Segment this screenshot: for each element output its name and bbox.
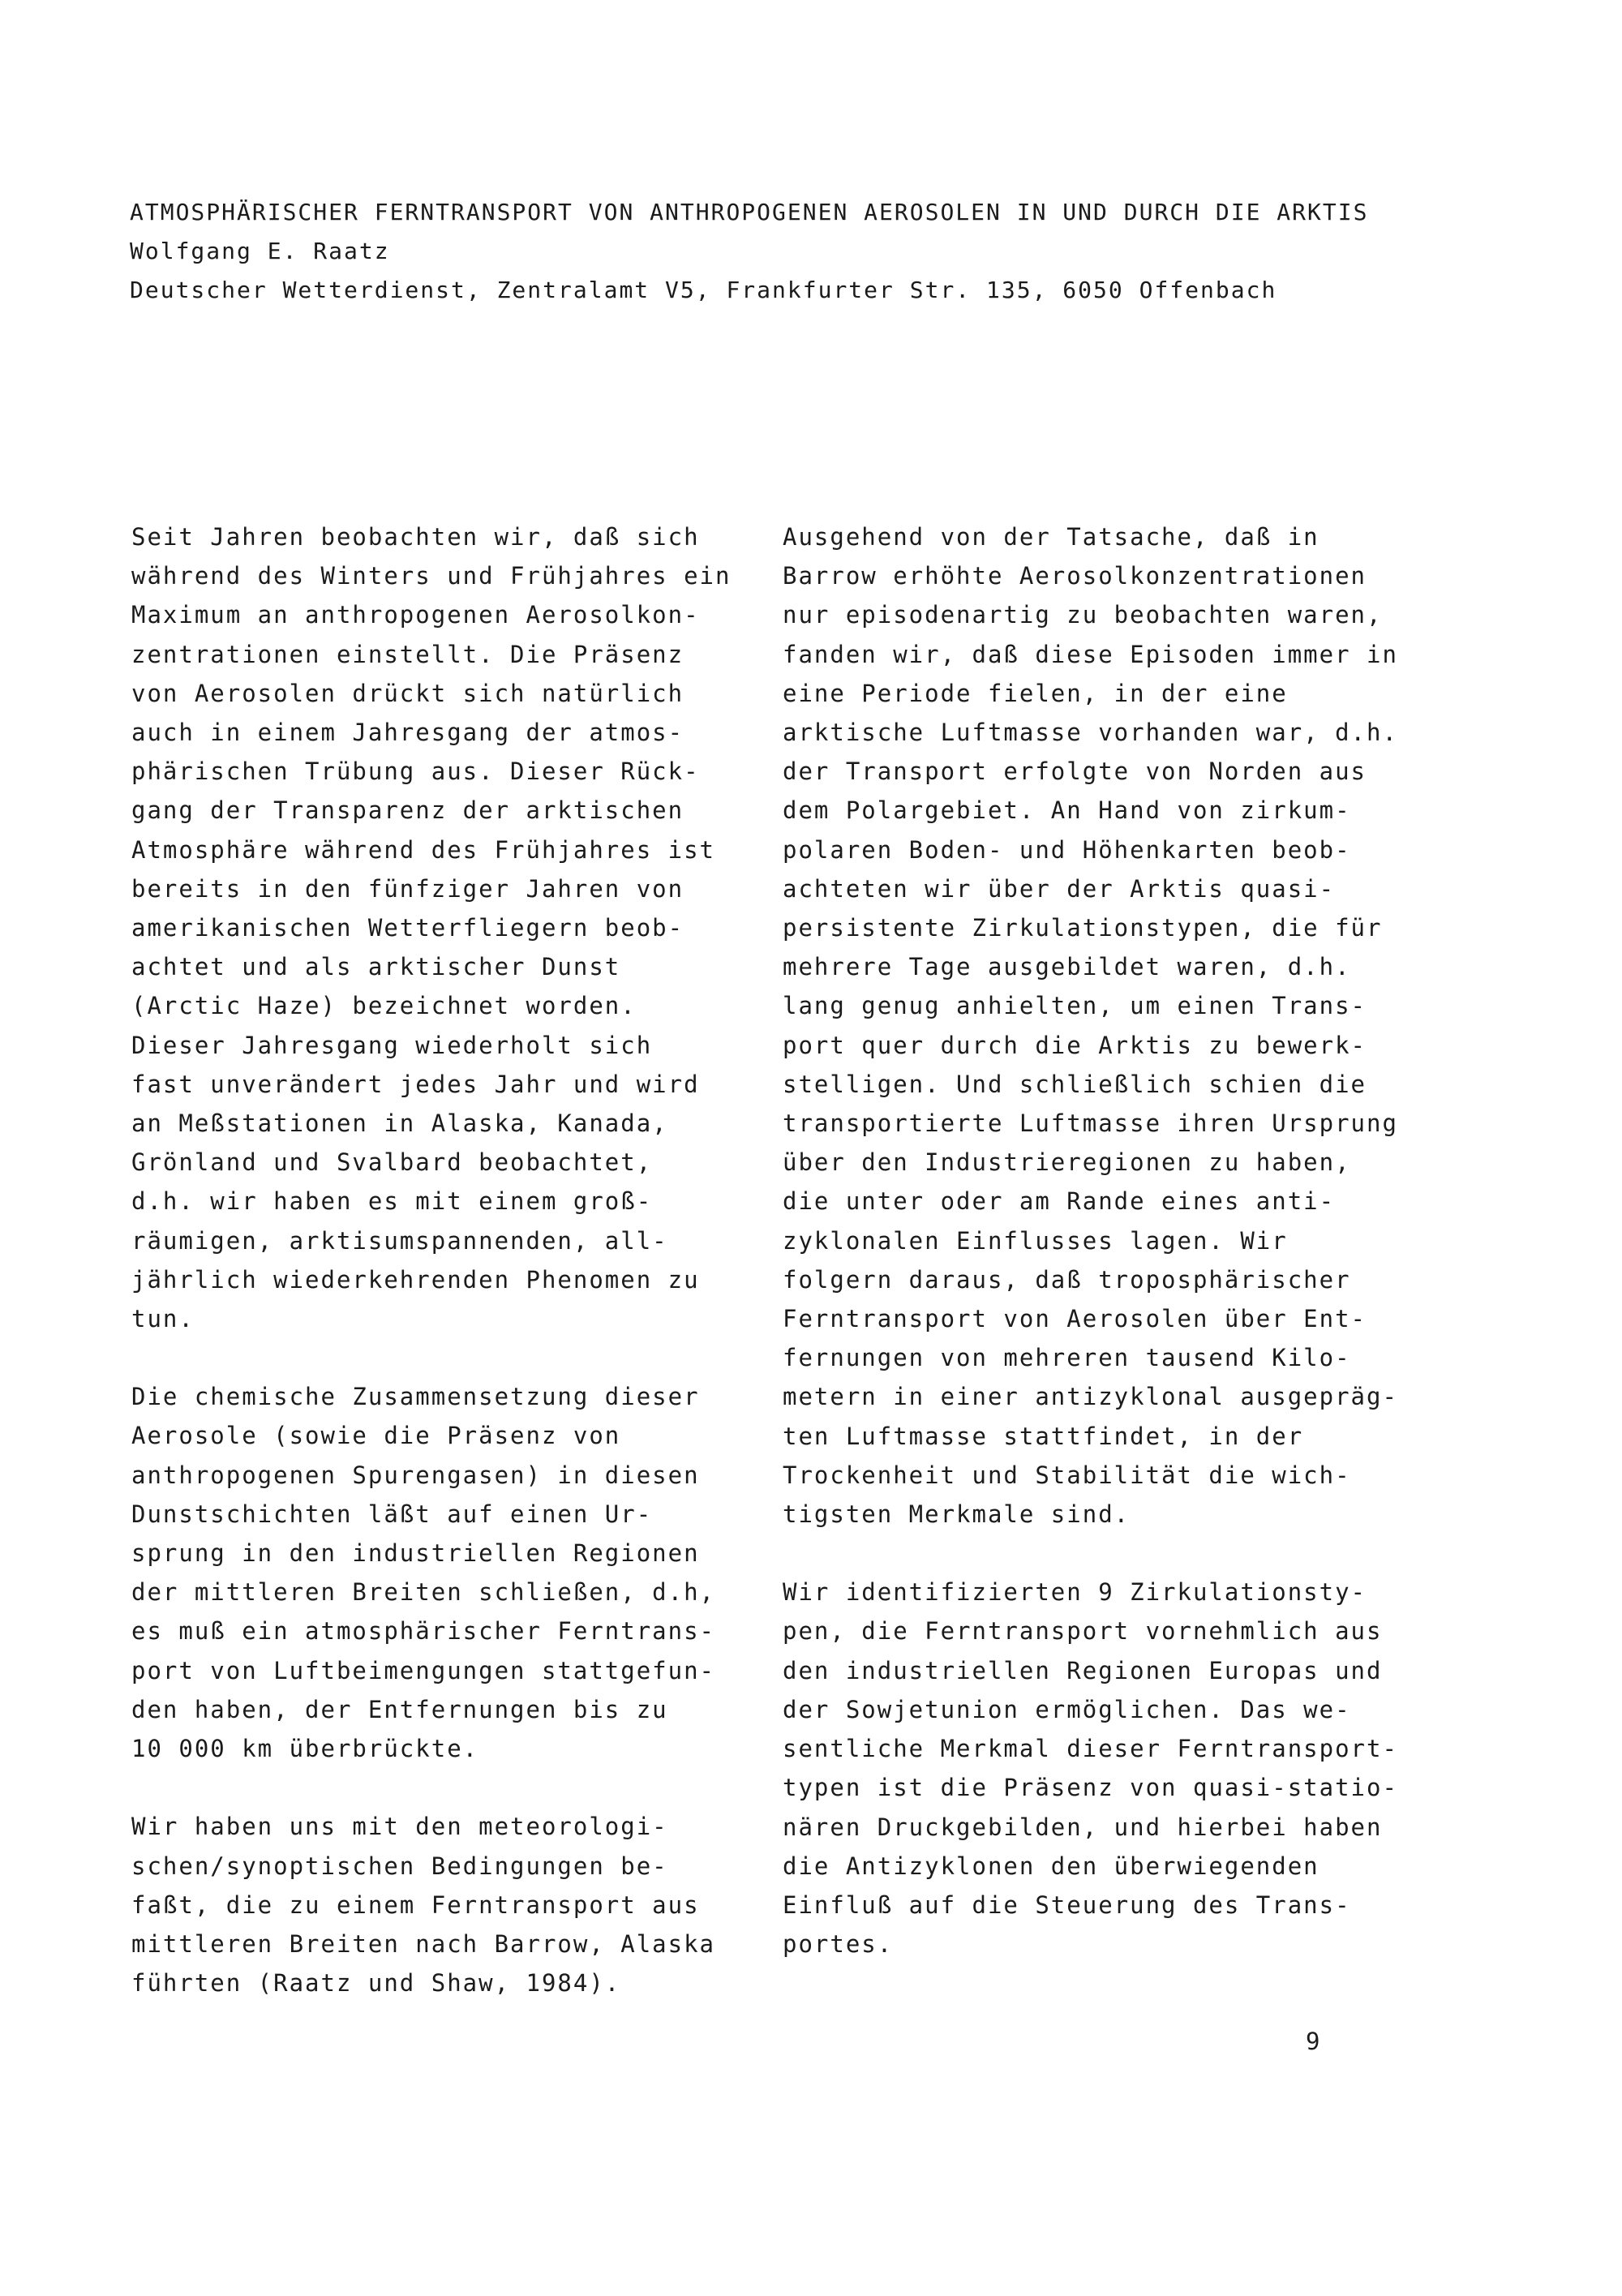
text-line: die Antizyklonen den überwiegenden: [783, 1852, 1319, 1880]
paragraph: [131, 1377, 748, 1768]
author-name: Wolfgang E. Raatz: [130, 238, 390, 264]
article-header: [130, 193, 1508, 310]
text-line: Wir haben uns mit den meteorologi-: [131, 1813, 668, 1841]
page-number: 9: [1306, 2028, 1322, 2055]
text-line: der Transport erfolgte von Norden aus: [783, 757, 1367, 786]
text-line: Einfluß auf die Steuerung des Trans-: [783, 1890, 1351, 1919]
text-line: port quer durch die Arktis zu bewerk-: [783, 1031, 1367, 1059]
text-line: die unter oder am Rande eines anti-: [783, 1187, 1336, 1216]
text-line: der mittleren Breiten schließen, d.h,: [131, 1578, 716, 1607]
text-line: schen/synoptischen Bedingungen be-: [131, 1852, 668, 1880]
paragraph: [131, 1807, 748, 2002]
text-line: portes.: [783, 1930, 894, 1959]
text-line: zyklonalen Einflusses lagen. Wir: [783, 1226, 1288, 1255]
text-line: Barrow erhöhte Aerosolkonzentrationen: [783, 562, 1367, 590]
text-line: Atmosphäre während des Frühjahres ist: [131, 835, 716, 864]
text-line: jährlich wiederkehrenden Phenomen zu: [131, 1265, 700, 1294]
text-line: es muß ein atmosphärischer Ferntrans-: [131, 1617, 716, 1646]
text-line: ten Luftmasse stattfindet, in der: [783, 1422, 1304, 1450]
text-line: typen ist die Präsenz von quasi-statio-: [783, 1774, 1398, 1802]
text-line: port von Luftbeimengungen stattgefun-: [131, 1656, 716, 1684]
text-line: Die chemische Zusammensetzung dieser: [131, 1383, 700, 1411]
text-line: pen, die Ferntransport vornehmlich aus: [783, 1617, 1383, 1646]
text-line: an Meßstationen in Alaska, Kanada,: [131, 1109, 668, 1138]
right-column: [783, 517, 1399, 2002]
text-line: über den Industrieregionen zu haben,: [783, 1148, 1351, 1177]
text-line: fanden wir, daß diese Episoden immer in: [783, 640, 1398, 668]
text-line: dem Polargebiet. An Hand von zirkum-: [783, 796, 1351, 825]
text-line: auch in einem Jahresgang der atmos-: [131, 719, 684, 747]
text-line: mittleren Breiten nach Barrow, Alaska: [131, 1929, 716, 1958]
text-line: phärischen Trübung aus. Dieser Rück-: [131, 757, 700, 786]
text-line: zentrationen einstellt. Die Präsenz: [131, 640, 684, 668]
text-line: den haben, der Entfernungen bis zu: [131, 1695, 668, 1723]
text-line: bereits in den fünfziger Jahren von: [131, 874, 684, 903]
text-line: tigsten Merkmale sind.: [783, 1500, 1131, 1529]
text-line: Ferntransport von Aerosolen über Ent-: [783, 1305, 1367, 1333]
text-line: nären Druckgebilden, und hierbei haben: [783, 1813, 1383, 1841]
text-line: fast unverändert jedes Jahr und wird: [131, 1070, 700, 1098]
text-line: Ausgehend von der Tatsache, daß in: [783, 523, 1319, 551]
text-line: Dunstschichten läßt auf einen Ur-: [131, 1500, 653, 1528]
text-line: polaren Boden- und Höhenkarten beob-: [783, 835, 1351, 864]
text-line: amerikanischen Wetterfliegern beob-: [131, 914, 684, 942]
paragraph: [783, 517, 1399, 1534]
text-line: Seit Jahren beobachten wir, daß sich: [131, 523, 700, 551]
text-line: achteten wir über der Arktis quasi-: [783, 874, 1336, 903]
text-line: der Sowjetunion ermöglichen. Das we-: [783, 1695, 1351, 1723]
text-line: eine Periode fielen, in der eine: [783, 679, 1288, 707]
text-line: räumigen, arktisumspannenden, all-: [131, 1226, 668, 1255]
text-line: d.h. wir haben es mit einem groß-: [131, 1187, 653, 1216]
text-line: Grönland und Svalbard beobachtet,: [131, 1148, 653, 1177]
text-line: persistente Zirkulationstypen, die für: [783, 914, 1383, 942]
text-line: arktische Luftmasse vorhanden war, d.h.: [783, 719, 1398, 747]
paragraph: [783, 1573, 1399, 1963]
text-line: transportierte Luftmasse ihren Ursprung: [783, 1109, 1398, 1138]
text-line: metern in einer antizyklonal ausgepräg-: [783, 1383, 1398, 1411]
text-line: von Aerosolen drückt sich natürlich: [131, 679, 684, 707]
article-title: ATMOSPHÄRISCHER FERNTRANSPORT VON ANTHROPOGENEN AEROSOLEN IN UND DURCH DIE ARKTIS: [130, 199, 1369, 225]
text-line: mehrere Tage ausgebildet waren, d.h.: [783, 953, 1351, 981]
text-line: lang genug anhielten, um einen Trans-: [783, 992, 1367, 1020]
text-line: Dieser Jahresgang wiederholt sich: [131, 1031, 653, 1059]
text-line: tun.: [131, 1305, 195, 1333]
text-line: gang der Transparenz der arktischen: [131, 796, 684, 825]
text-line: faßt, die zu einem Ferntransport aus: [131, 1890, 700, 1919]
text-line: den industriellen Regionen Europas und: [783, 1656, 1383, 1684]
text-line: während des Winters und Frühjahres ein: [131, 562, 732, 590]
text-line: achtet und als arktischer Dunst: [131, 953, 621, 981]
text-line: führten (Raatz und Shaw, 1984).: [131, 1969, 621, 1998]
text-line: fernungen von mehreren tausend Kilo-: [783, 1344, 1351, 1372]
text-line: nur episodenartig zu beobachten waren,: [783, 601, 1383, 629]
text-line: 10 000 km überbrückte.: [131, 1735, 479, 1763]
text-line: folgern daraus, daß troposphärischer: [783, 1265, 1351, 1294]
text-line: Wir identifizierten 9 Zirkulationsty-: [783, 1578, 1367, 1607]
text-line: Maximum an anthropogenen Aerosolkon-: [131, 601, 700, 629]
text-line: stelligen. Und schließlich schien die: [783, 1070, 1367, 1098]
paragraph: [131, 517, 748, 1338]
left-column: [131, 517, 748, 2041]
text-line: Aerosole (sowie die Präsenz von: [131, 1422, 621, 1450]
text-line: Trockenheit und Stabilität die wich-: [783, 1461, 1351, 1489]
text-line: sprung in den industriellen Regionen: [131, 1539, 700, 1568]
author-affiliation: Deutscher Wetterdienst, Zentralamt V5, Frankfurter Str. 135, 6050 Offenbach: [130, 277, 1277, 303]
text-line: anthropogenen Spurengasen) in diesen: [131, 1461, 700, 1489]
text-line: (Arctic Haze) bezeichnet worden.: [131, 992, 637, 1020]
text-line: sentliche Merkmal dieser Ferntransport-: [783, 1735, 1398, 1763]
